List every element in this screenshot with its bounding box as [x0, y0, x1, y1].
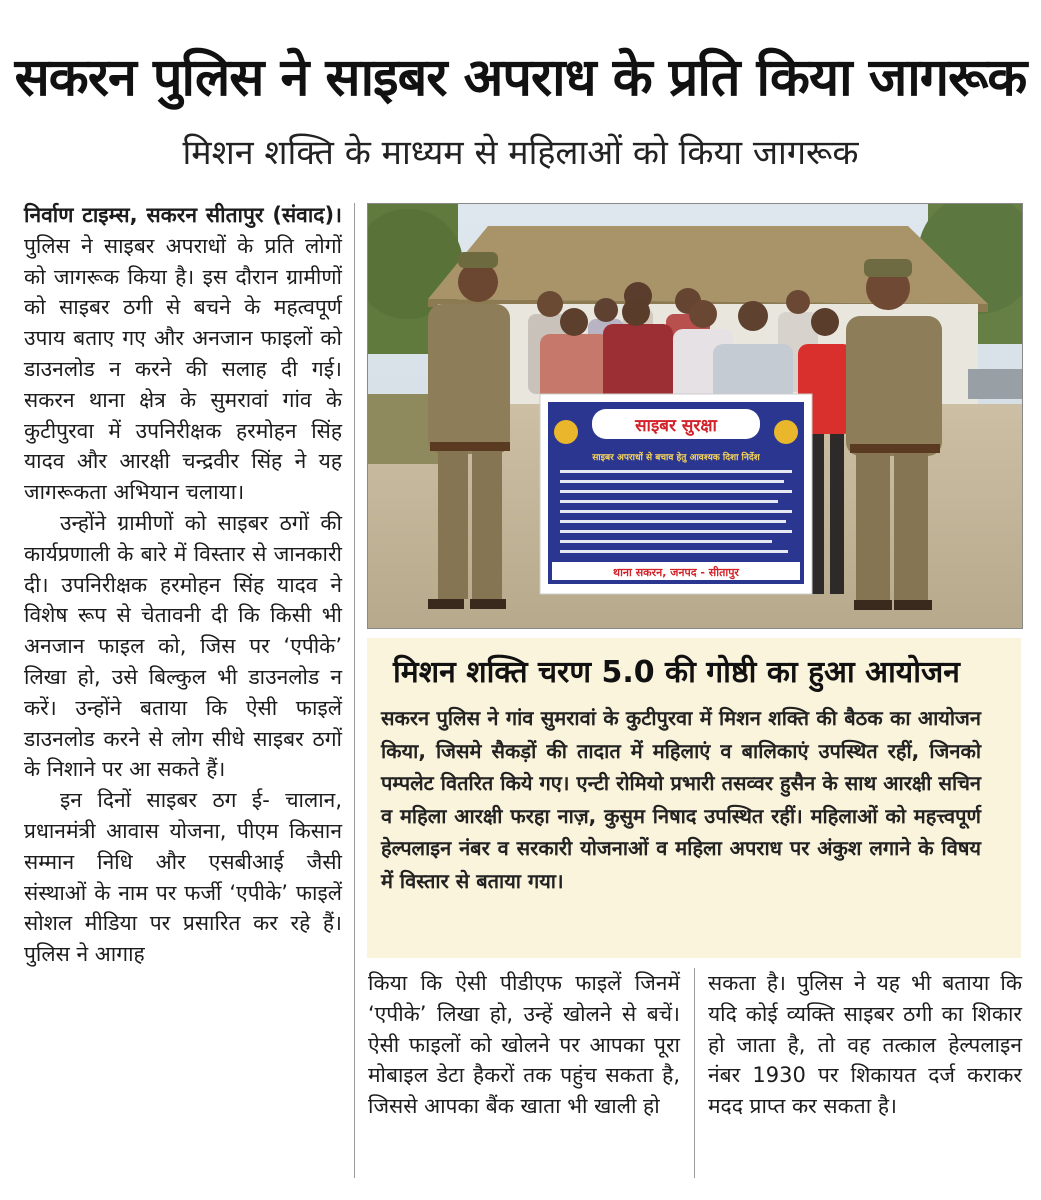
box-text: सकरन पुलिस ने गांव सुमरावां के कुटीपुरवा में मिशन शक्ति की बैठक का आयोजन किया, जिसमे सैकड़ों की तादात में महिलाएं व बालिकाएं उपस्थित रहीं, जिनको पम्पलेट वितरित किये गए। एन्टी रोमियो प्रभारी तसव्वर हुसैन के साथ आरक्षी सचिन व महिला आरक्षी फरहा नाज़, कुसुम निषाद उपस्थित रहीं। महिलाओं को महत्त्वपूर्ण हेल्पलाइन नंबर व सरकारी योजनाओं व महिला अपराध पर अंकुश लगाने के विषय में विस्तार से बताया गया।: [381, 706, 981, 893]
article-paragraph-2: उन्होंने ग्रामीणों को साइबर ठगों की कार्यप्रणाली के बारे में विस्तार से जानकारी दी। उपनिरीक्षक हरमोहन सिंह यादव ने विशेष रूप से चेतावनी दी कि किसी भी अनजान फाइल को, जिस पर ‘एपीके’ लिखा हो, उसे बिल्कुल भी डाउनलोड न करें। उन्होंने बताया कि ऐसी फाइलें डाउनलोड करने से लोग सीधे साइबर ठगों के निशाने पर आ सकते हैं।: [24, 510, 342, 782]
banner-subtitle: साइबर अपराधों से बचाव हेतु आवश्यक दिशा निर्देश: [592, 453, 760, 463]
article-column-right: [708, 968, 1022, 1122]
mission-shakti-box: [367, 638, 1021, 958]
headline: सकरन पुलिस ने साइबर अपराध के प्रति किया जागरूक: [14, 48, 1027, 108]
dateline: निर्वाण टाइम्स, सकरन सीतापुर (संवाद)।: [24, 203, 342, 227]
banner-footer: थाना सकरन, जनपद - सीतापुर: [613, 566, 739, 579]
article-paragraph-1: [24, 200, 342, 508]
article-column-middle: [368, 968, 680, 1122]
article-paragraph-3: इन दिनों साइबर ठग ई- चालान, प्रधानमंत्री आवास योजना, पीएम किसान सम्मान निधि और एसबीआई जैसी संस्थाओं के नाम पर फर्जी ‘एपीके’ फाइलें सोशल मीडिया पर प्रसारित कर रहे हैं। पुलिस ने आगाह: [24, 788, 342, 967]
subheadline: मिशन शक्ति के माध्यम से महिलाओं को किया जागरूक: [182, 133, 859, 173]
article-column-left: [24, 200, 342, 970]
article-paragraph-4: किया कि ऐसी पीडीएफ फाइलें जिनमें ‘एपीके’ लिखा हो, उन्हें खोलने से बचें। ऐसी फाइलों को खोलने पर आपका पूरा मोबाइल डेटा हैकरों तक पहुंच सकता है, जिससे आपका बैंक खाता भी खाली हो: [368, 971, 680, 1119]
box-title: मिशन शक्ति चरण 5.0 की गोष्ठी का हुआ आयोजन: [393, 655, 960, 690]
article-p1-text: पुलिस ने साइबर अपराधों के प्रति लोगों को जागरूक किया है। इस दौरान ग्रामीणों को साइबर ठगी से बचने के महत्वपूर्ण उपाय बताए गए और अनजान फाइलों को डाउनलोड न करने की सलाह दी गई। सकरन थाना क्षेत्र के सुमरावां गांव के कुटीपुरवा में उपनिरीक्षक हरमोहन सिंह यादव और आरक्षी चन्द्रवीर सिंह ने यह जागरूकता अभियान चलाया।: [24, 233, 342, 505]
banner-title: साइबर सुरक्षा: [635, 416, 717, 436]
article-paragraph-5: सकता है। पुलिस ने यह भी बताया कि यदि कोई व्यक्ति साइबर ठगी का शिकार हो जाता है, तो वह तत्काल हेल्पलाइन नंबर 1930 पर शिकायत दर्ज कराकर मदद प्राप्त कर सकता है।: [708, 971, 1022, 1119]
news-photo: [367, 203, 1023, 629]
column-divider-2: [694, 968, 695, 1178]
column-divider-1: [354, 203, 355, 1178]
